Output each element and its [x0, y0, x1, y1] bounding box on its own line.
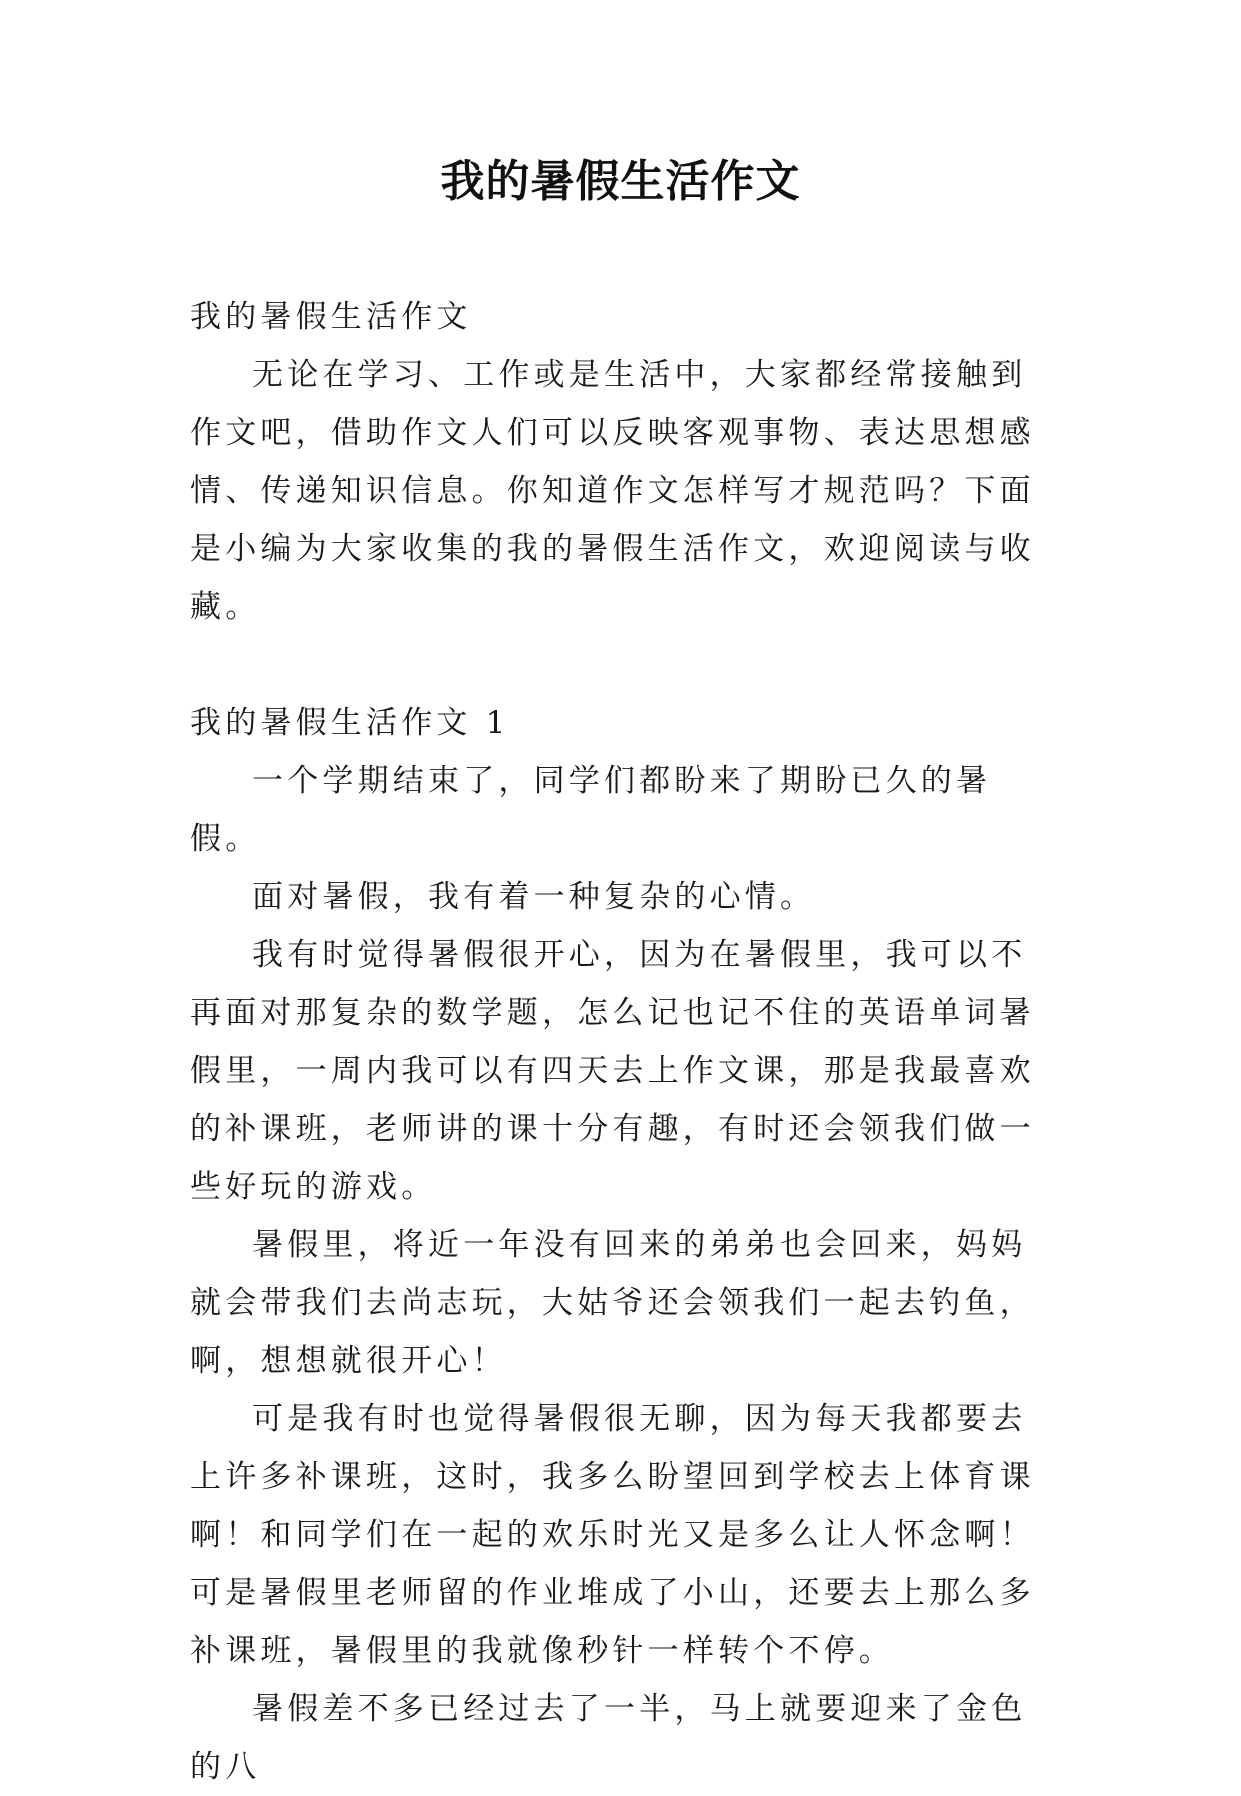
paragraph: 暑假里，将近一年没有回来的弟弟也会回来，妈妈就会带我们去尚志玩，大姑爷还会领我们一起去钓鱼，啊，想想就很开心！	[190, 1227, 1035, 1379]
intro-paragraph: 无论在学习、工作或是生活中，大家都经常接触到作文吧，借助作文人们可以反映客观事物、表达思想感情、传递知识信息。你知道作文怎样写才规范吗？下面是小编为大家收集的我的暑假生活作文，欢迎阅读与收藏。	[190, 357, 1035, 625]
paragraph: 面对暑假，我有着一种复杂的心情。	[252, 879, 816, 915]
paragraph: 暑假差不多已经过去了一半，马上就要迎来了金色的八	[190, 1691, 1027, 1785]
document-body	[190, 288, 1055, 1796]
section-spacer	[190, 636, 1055, 694]
paragraph: 一个学期结束了，同学们都盼来了期盼已久的暑假。	[190, 763, 992, 857]
document-title: 我的暑假生活作文	[440, 156, 801, 207]
paragraph: 可是我有时也觉得暑假很无聊，因为每天我都要去上许多补课班，这时，我多么盼望回到学校去上体育课啊！和同学们在一起的欢乐时光又是多么让人怀念啊！可是暑假里老师留的作业堆成了小山，还要去上那么多补课班，暑假里的我就像秒针一样转个不停。	[190, 1401, 1035, 1669]
intro-heading: 我的暑假生活作文	[190, 299, 472, 335]
paragraph: 我有时觉得暑假很开心，因为在暑假里，我可以不再面对那复杂的数学题，怎么记也记不住的英语单词暑假里，一周内我可以有四天去上作文课，那是我最喜欢的补课班，老师讲的课十分有趣，有时还会领我们做一些好玩的游戏。	[190, 937, 1035, 1205]
section-heading: 我的暑假生活作文 1	[190, 705, 510, 741]
